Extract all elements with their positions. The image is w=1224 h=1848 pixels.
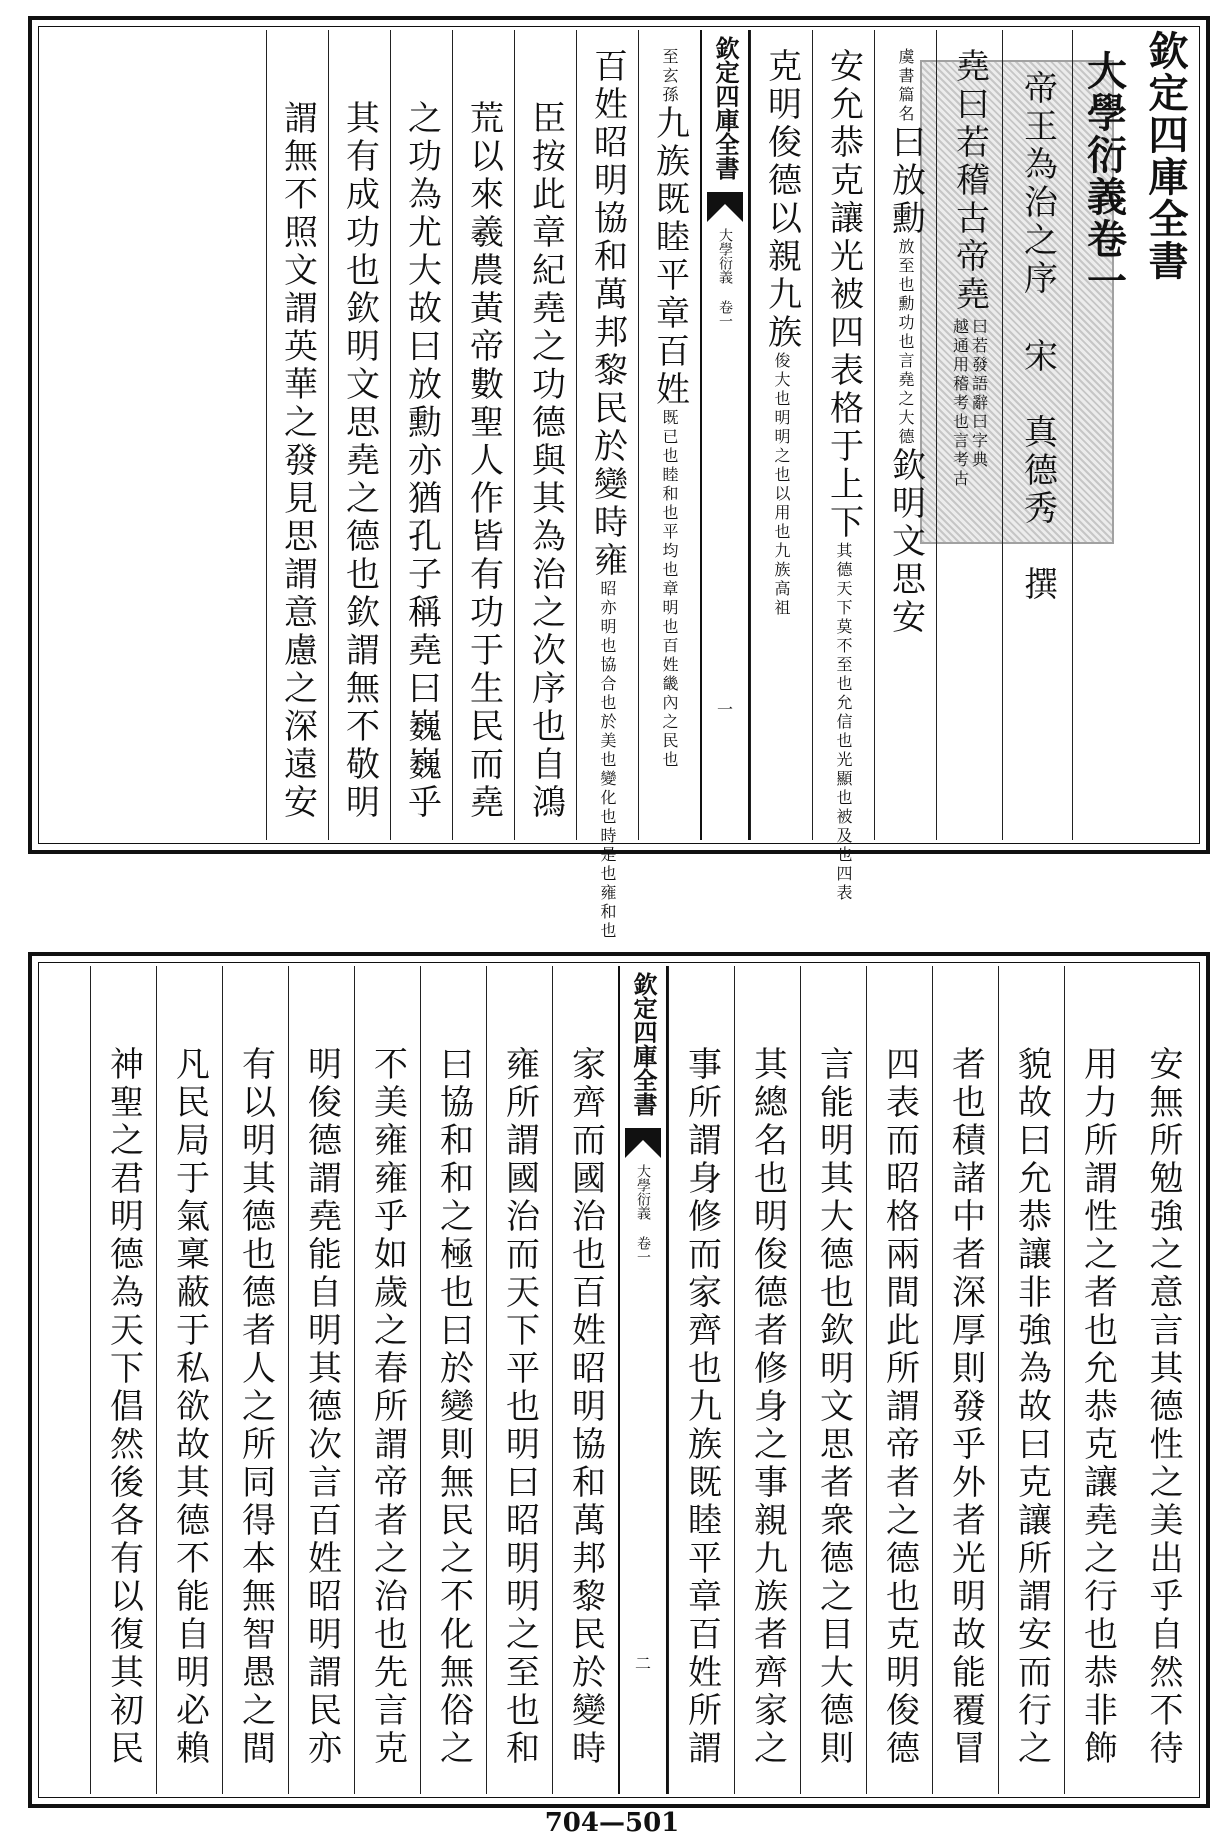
column-text-11: 荒以來羲農黃帝數聖人作皆有功于生民而堯 [452, 30, 514, 840]
column-text: 不美雍雍乎如歲之春所謂帝者之治也先言克 [354, 966, 420, 1794]
folio-center: 欽定四庫全書 大學衍義 卷一 二 [618, 966, 668, 1794]
column-text: 明俊德謂堯能自明其德次言百姓昭明謂民亦 [288, 966, 354, 1794]
column-text-5: 虞書篇名 曰放勳 放至也勳功也言堯之大德 欽明文思安 [874, 30, 936, 840]
column-book-title: 大學衍義卷一 [1072, 30, 1134, 840]
page-lower [28, 952, 1210, 1808]
folio-center: 欽定四庫全書 大學衍義 卷一 一 [700, 30, 750, 840]
page-upper [28, 16, 1210, 941]
column-text: 貌故曰允恭讓非強為故曰克讓所謂安而行之 [998, 966, 1064, 1794]
column-text: 言能明其大德也欽明文思者衆德之目大德則 [800, 966, 866, 1794]
column-text-4: 堯曰若稽古帝堯 曰若發語辭曰字典 越通用稽考也言考古 [936, 30, 1002, 840]
column-chapter-author: 帝王為治之序 宋 真德秀 撰 [1002, 30, 1072, 840]
column-text: 安無所勉強之意言其德性之美出乎自然不待 [1143, 1046, 1183, 1768]
column-text: 四表而昭格兩間此所謂帝者之德也克明俊德 [866, 966, 932, 1794]
fish-tail-mark [707, 192, 743, 222]
column-text: 者也積諸中者深厚則發乎外者光明故能覆冒 [932, 966, 998, 1794]
column-text-13: 其有成功也欽明文思堯之德也欽謂無不敬明 [328, 30, 390, 840]
column-text-9: 百姓昭明協和萬邦黎民於變時雍 昭亦明也協合也於美也變化也時是也雍和也 [576, 30, 638, 840]
page-number: 704—501 [544, 1808, 680, 1838]
column-text-10: 臣按此章紀堯之功德與其為治之次序也自鴻 [514, 30, 576, 840]
column-header: 欽定四庫全書 [1142, 30, 1189, 282]
column-text-8: 至玄孫 九族既睦平章百姓 既已也睦和也平均也章明也百姓畿內之民也 [638, 30, 700, 840]
column-text: 事所謂身修而家齊也九族既睦平章百姓所謂 [668, 966, 734, 1794]
column-text-6: 安允恭克讓光被四表格于上下 其德天下莫不至也允信也光顯也被及也四表 [812, 30, 874, 840]
column-text: 雍所謂國治而天下平也明曰昭明明之至也和 [486, 966, 552, 1794]
column-text: 家齊而國治也百姓昭明協和萬邦黎民於變時 [552, 966, 618, 1794]
column-text: 其總名也明俊德者修身之事親九族者齊家之 [734, 966, 800, 1794]
column-text: 凡民局于氣稟蔽于私欲故其德不能自明必賴 [156, 966, 222, 1794]
column-text: 神聖之君明德為天下倡然後各有以復其初民 [90, 966, 156, 1794]
fish-tail-mark [625, 1128, 661, 1158]
column-text: 用力所謂性之者也允恭克讓堯之行也恭非飾 [1064, 966, 1130, 1794]
column-text-7: 克明俊德以親九族 俊大也明明之也以用也九族高祖 [750, 30, 812, 840]
column-text-14: 謂無不照文謂英華之發見思謂意慮之深遠安 [266, 30, 328, 840]
column-text: 曰協和和之極也曰於變則無民之不化無俗之 [420, 966, 486, 1794]
column-text: 有以明其德也德者人之所同得本無智愚之間 [222, 966, 288, 1794]
column-text-12: 之功為尤大故曰放勳亦猶孔子稱堯曰巍巍乎 [390, 30, 452, 840]
